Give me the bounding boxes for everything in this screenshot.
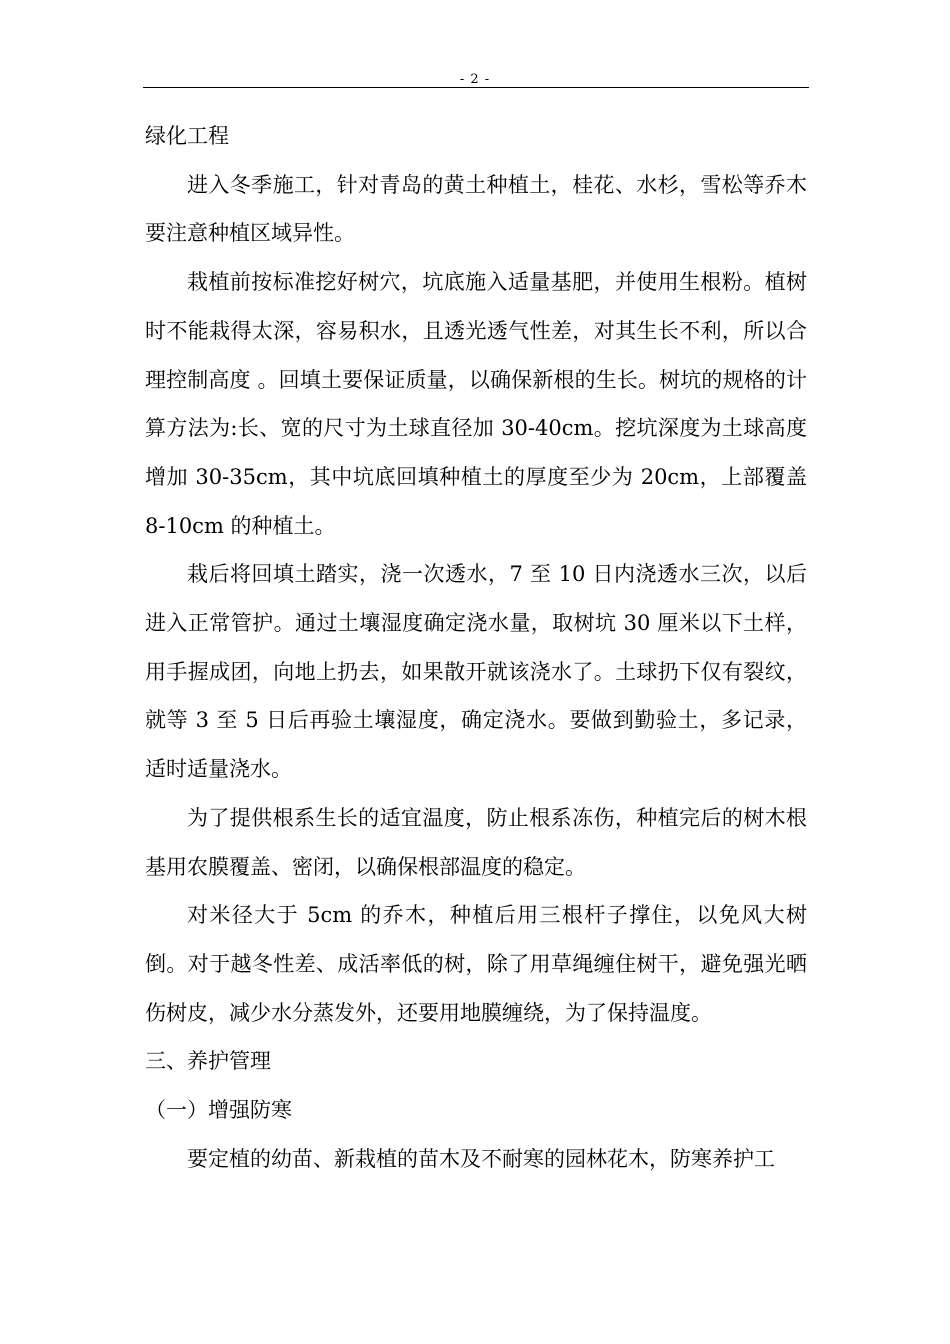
subheading-cold-protection: （一）增强防寒 bbox=[145, 1098, 292, 1123]
paragraph: 栽后将回填土踏实，浇一次透水，7 至 10 日内浇透水三次，以后进入正常管护。通过土壤湿度确定浇水量，取树坑 30 厘米以下土样，用手握成团，向地上扔去，如果散开就该浇水了。土球扔下仅有裂纹，就等 3 至 5 日后再验土壤湿度，确定浇水。要做到勤验土，多记录，适时适量浇水。 bbox=[145, 562, 807, 782]
paragraph: 进入冬季施工，针对青岛的黄土种植土，桂花、水杉，雪松等乔木要注意种植区域异性。 bbox=[145, 172, 807, 246]
document-body bbox=[145, 112, 807, 1183]
header-rule bbox=[143, 87, 809, 88]
paragraph: 栽植前按标准挖好树穴，坑底施入适量基肥，并使用生根粉。植树时不能栽得太深，容易积水，且透光透气性差，对其生长不利，所以合理控制高度 。回填土要保证质量，以确保新根的生长。树坑的规格的计算方法为:长、宽的尺寸为土球直径加 30-40cm。挖坑深度为土球高度增加 30-35cm，其中坑底回填种植土的厚度至少为 20cm，上部覆盖 8-10cm 的种植土。 bbox=[145, 270, 807, 538]
paragraph: 要定植的幼苗、新栽植的苗木及不耐寒的园林花木，防寒养护工 bbox=[187, 1146, 775, 1171]
heading-maintenance: 三、养护管理 bbox=[145, 1049, 271, 1074]
section-title: 绿化工程 bbox=[145, 124, 229, 148]
page-number: - 2 - bbox=[459, 72, 491, 87]
paragraph: 为了提供根系生长的适宜温度，防止根系冻伤，种植完后的树木根基用农膜覆盖、密闭，以确保根部温度的稳定。 bbox=[145, 805, 807, 879]
paragraph: 对米径大于 5cm 的乔木，种植后用三根杆子撑住，以免风大树倒。对于越冬性差、成活率低的树，除了用草绳缠住树干，避免强光晒伤树皮，减少水分蒸发外，还要用地膜缠绕，为了保持温度。 bbox=[145, 903, 807, 1025]
